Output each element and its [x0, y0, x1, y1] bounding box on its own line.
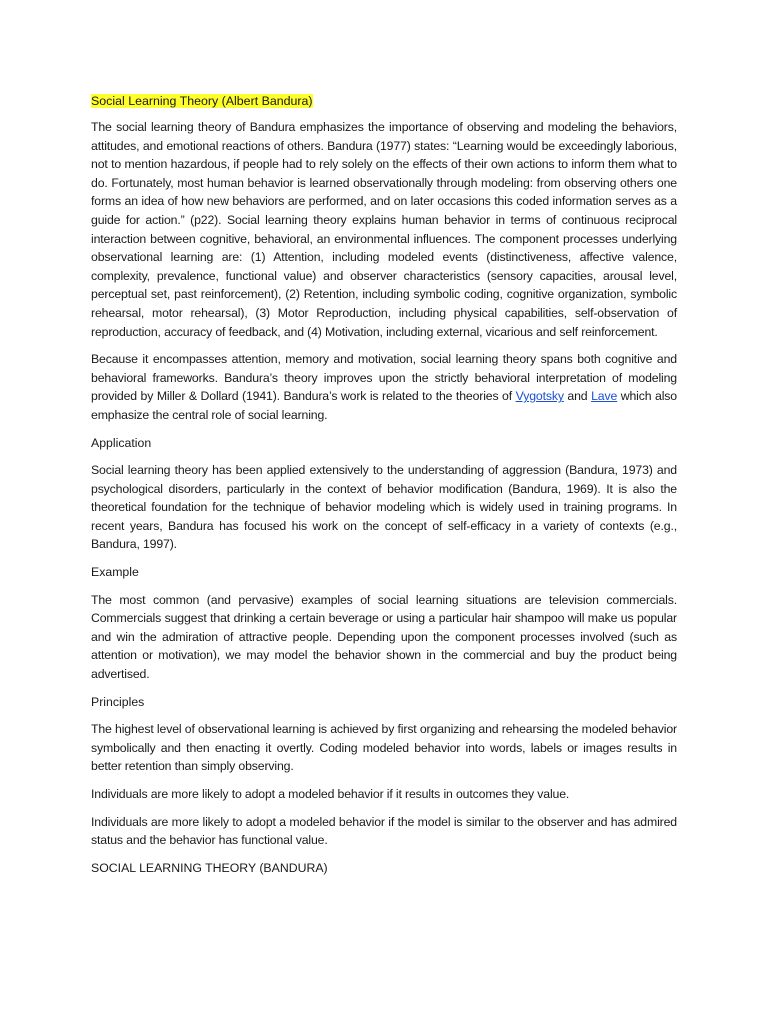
related-theories-paragraph [91, 350, 677, 424]
example-paragraph: The most common (and pervasive) examples of social learning situations are television commercials. Commercials suggest that drinking a certain beverage or using a particular hair shampoo will make us popular and win the admiration of attractive people. Depending upon the component processes involved (such as attention or motivation), we may model the behavior shown in the commercial and buy the product being advertised. [91, 592, 677, 682]
lave-link[interactable]: Lave [591, 389, 618, 404]
principle-paragraph-1: The highest level of observational learning is achieved by first organizing and rehearsing the modeled behavior symbolically and then enacting it overtly. Coding modeled behavior into words, labels or images results in better retention than simply observing. [91, 722, 677, 774]
application-heading: Application [91, 435, 152, 450]
vygotsky-link[interactable]: Vygotsky [515, 389, 564, 404]
principle-paragraph-3: Individuals are more likely to adopt a modeled behavior if the model is similar to the observer and has admired status and the behavior has functional value. [91, 814, 677, 848]
example-heading: Example [91, 565, 139, 580]
principles-heading: Principles [91, 694, 145, 709]
application-paragraph: Social learning theory has been applied extensively to the understanding of aggression (Bandura, 1973) and psychological disorders, particularly in the context of behavior modification (Bandura, 1969). It is also the theoretical foundation for the technique of behavior modeling which is widely used in training programs. In recent years, Bandura has focused his work on the concept of self-efficacy in a variety of contexts (e.g., Bandura, 1997). [91, 463, 677, 552]
footer-heading: SOCIAL LEARNING THEORY (BANDURA) [91, 860, 328, 875]
related-text-mid: and [563, 389, 592, 404]
related-text-before: Because it encompasses attention, memory and motivation, social learning theory spans both cognitive and behavioral frameworks. Bandura’s theory improves upon the strictly behavioral interpretation of modeling provided by Miller & Dollard (1941). Bandura’s work is related to the theories of [91, 352, 677, 404]
principle-paragraph-2: Individuals are more likely to adopt a modeled behavior if it results in outcomes they value. [91, 787, 570, 801]
document-title: Social Learning Theory (Albert Bandura) [91, 94, 313, 108]
intro-paragraph: The social learning theory of Bandura emphasizes the importance of observing and modeling the behaviors, attitudes, and emotional reactions of others. Bandura (1977) states: “Learning would be exceedingly laborious, not to mention hazardous, if people had to rely solely on the effects of their own actions to inform them what to do. Fortunately, most human behavior is learned observationally through modeling: from observing others one forms an idea of how new behaviors are performed, and on later occasions this coded information serves as a guide for action.” (p22). Social learning theory explains human behavior in terms of continuous reciprocal interaction between cognitive, behavioral, an environmental influences. The component processes underlying observational learning are: (1) Attention, including modeled events (distinctiveness, affective valence, complexity, prevalence, functional value) and observer characteristics (sensory capacities, arousal level, perceptual set, past reinforcement), (2) Retention, including symbolic coding, cognitive organization, symbolic rehearsal, motor rehearsal), (3) Motor Reproduction, including physical capabilities, self-observation of reproduction, accuracy of feedback, and (4) Motivation, including external, vicarious and self reinforcement. [91, 120, 677, 339]
related-text-after: which also emphasize the central role of social learning. [91, 389, 677, 422]
title-line [91, 92, 677, 110]
